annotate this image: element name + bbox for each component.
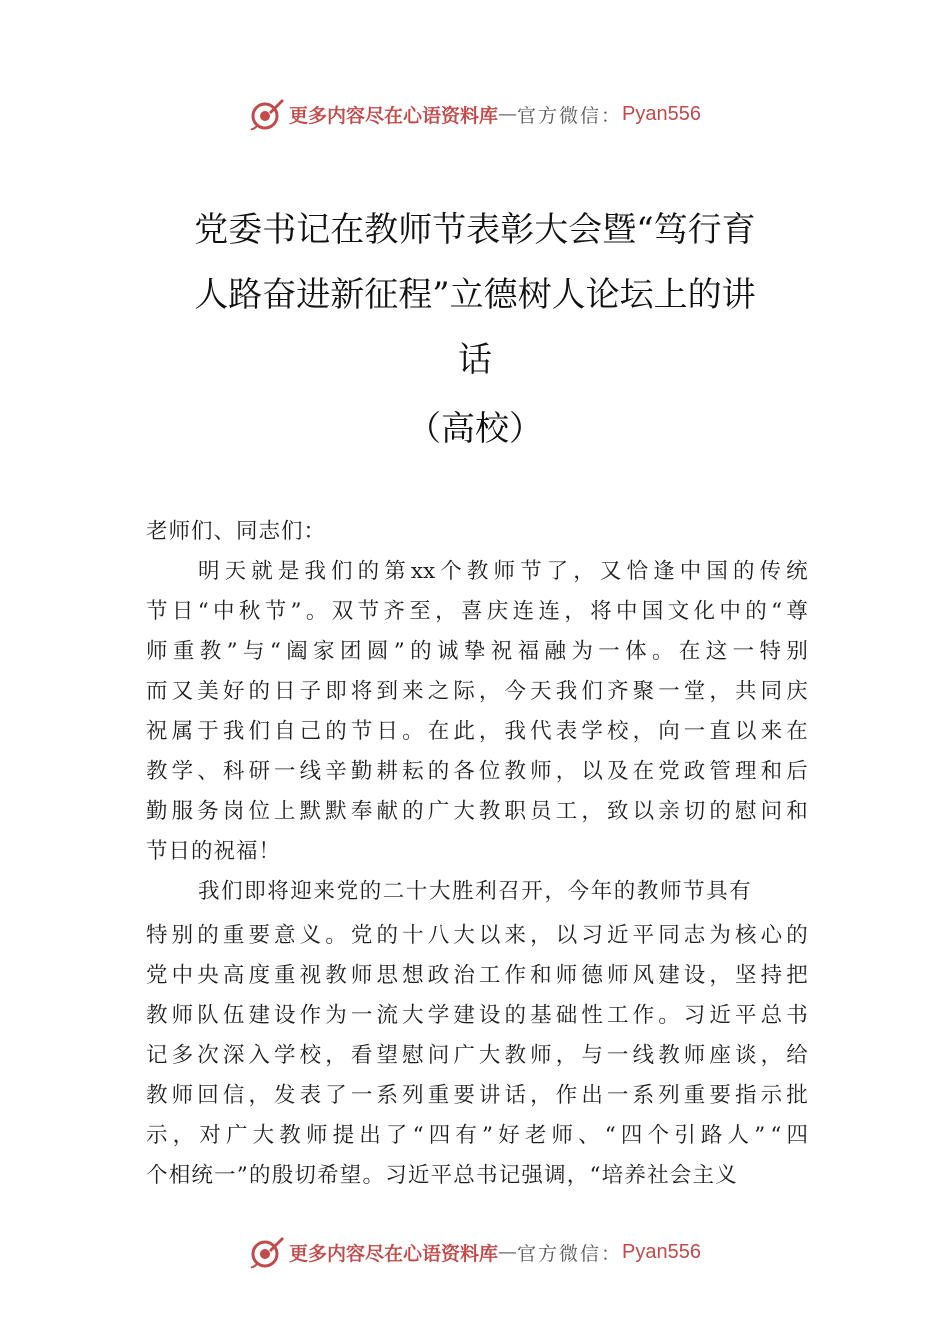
document-title — [150, 198, 800, 462]
title-line: 党委书记在教师节表彰大会暨“笃行育 — [194, 210, 756, 250]
banner-wechat-label: 官方微信： — [517, 104, 623, 127]
banner-separator: — — [498, 103, 518, 125]
banner-wechat-id: Pyan556 — [622, 102, 701, 125]
title-line: 话 — [458, 340, 492, 380]
paragraph-line: 节日的祝福！ — [146, 839, 282, 864]
paragraph-line: 示 ， 对 广 大 教 师 提 出 了 “ 四 有 ” 好 老 师 、 “ 四 个 引 路 人 ” “ 四 — [146, 1123, 808, 1148]
title-line: 人路奋进新征程”立德树人论坛上的讲 — [194, 275, 756, 315]
salutation: 老师们、同志们： — [146, 519, 327, 544]
paragraph-line: 师 重 教 ” 与 “ 阖 家 团 圆 ” 的 诚 挚 祝 福 融 为 一 体 。 在 这 一 特 别 — [146, 639, 808, 664]
brush-logo-icon — [249, 1234, 285, 1270]
paragraph-line: 教 师 回 信 ， 发 表 了 一 系 列 重 要 讲 话 ， 作 出 一 系 列 重 要 指 示 批 — [146, 1083, 808, 1108]
paragraph-line: 教 师 队 伍 建 设 作 为 一 流 大 学 建 设 的 基 础 性 工 作 。 习 近 平 总 书 — [146, 1003, 808, 1028]
banner-wechat-label: 官方微信： — [517, 1242, 623, 1265]
banner-wechat-id: Pyan556 — [622, 1240, 701, 1263]
document-body — [146, 512, 808, 1196]
paragraph-line: 特 别 的 重 要 意 义 。 党 的 十 八 大 以 来 ， 以 习 近 平 同 志 为 核 心 的 — [146, 923, 808, 948]
paragraph-line: 记 多 次 深 入 学 校 ， 看 望 慰 问 广 大 教 师 ， 与 一 线 教 师 座 谈 ， 给 — [146, 1043, 808, 1068]
paragraph-line: 党 中 央 高 度 重 视 教 师 思 想 政 治 工 作 和 师 德 师 风 建 设 ， 坚 持 把 — [146, 963, 808, 988]
paragraph-line: 勤 服 务 岗 位 上 默 默 奉 献 的 广 大 教 职 员 工 ， 致 以 亲 切 的 慰 问 和 — [146, 799, 808, 824]
paragraph-line: 个相统一”的殷切希望。习近平总书记强调，“培养社会主义 — [146, 1163, 738, 1188]
paragraph-line: 祝 属 于 我 们 自 己 的 节 日 。 在 此 ， 我 代 表 学 校 ， 向 一 直 以 来 在 — [146, 719, 808, 744]
paragraph-1 — [146, 552, 808, 872]
banner-main-text: 更多内容尽在心语资料库 — [289, 104, 499, 127]
banner-main-text: 更多内容尽在心语资料库 — [289, 1242, 499, 1265]
header-banner — [0, 94, 950, 134]
paragraph-line: 节 日 “ 中 秋 节 ” 。 双 节 齐 至 ， 喜 庆 连 连 ， 将 中 国 文 化 中 的 “ 尊 — [146, 599, 808, 624]
footer-banner — [0, 1232, 950, 1272]
paragraph-line: 我们即将迎来党的二十大胜利召开，今年的教师节具有 — [198, 879, 753, 904]
paragraph-2 — [146, 872, 808, 1196]
banner-separator: — — [498, 1241, 518, 1263]
paragraph-line: 明 天 就 是 我 们 的 第 xx 个 教 师 节 了 ， 又 恰 逢 中 国 的 传 统 — [198, 559, 808, 584]
document-subtitle: （高校） — [407, 409, 543, 449]
paragraph-line: 教 学 、 科 研 一 线 辛 勤 耕 耘 的 各 位 教 师 ， 以 及 在 党 政 管 理 和 后 — [146, 759, 808, 784]
brush-logo-icon — [249, 96, 285, 132]
paragraph-line: 而 又 美 好 的 日 子 即 将 到 来 之 际 ， 今 天 我 们 齐 聚 一 堂 ， 共 同 庆 — [146, 679, 808, 704]
